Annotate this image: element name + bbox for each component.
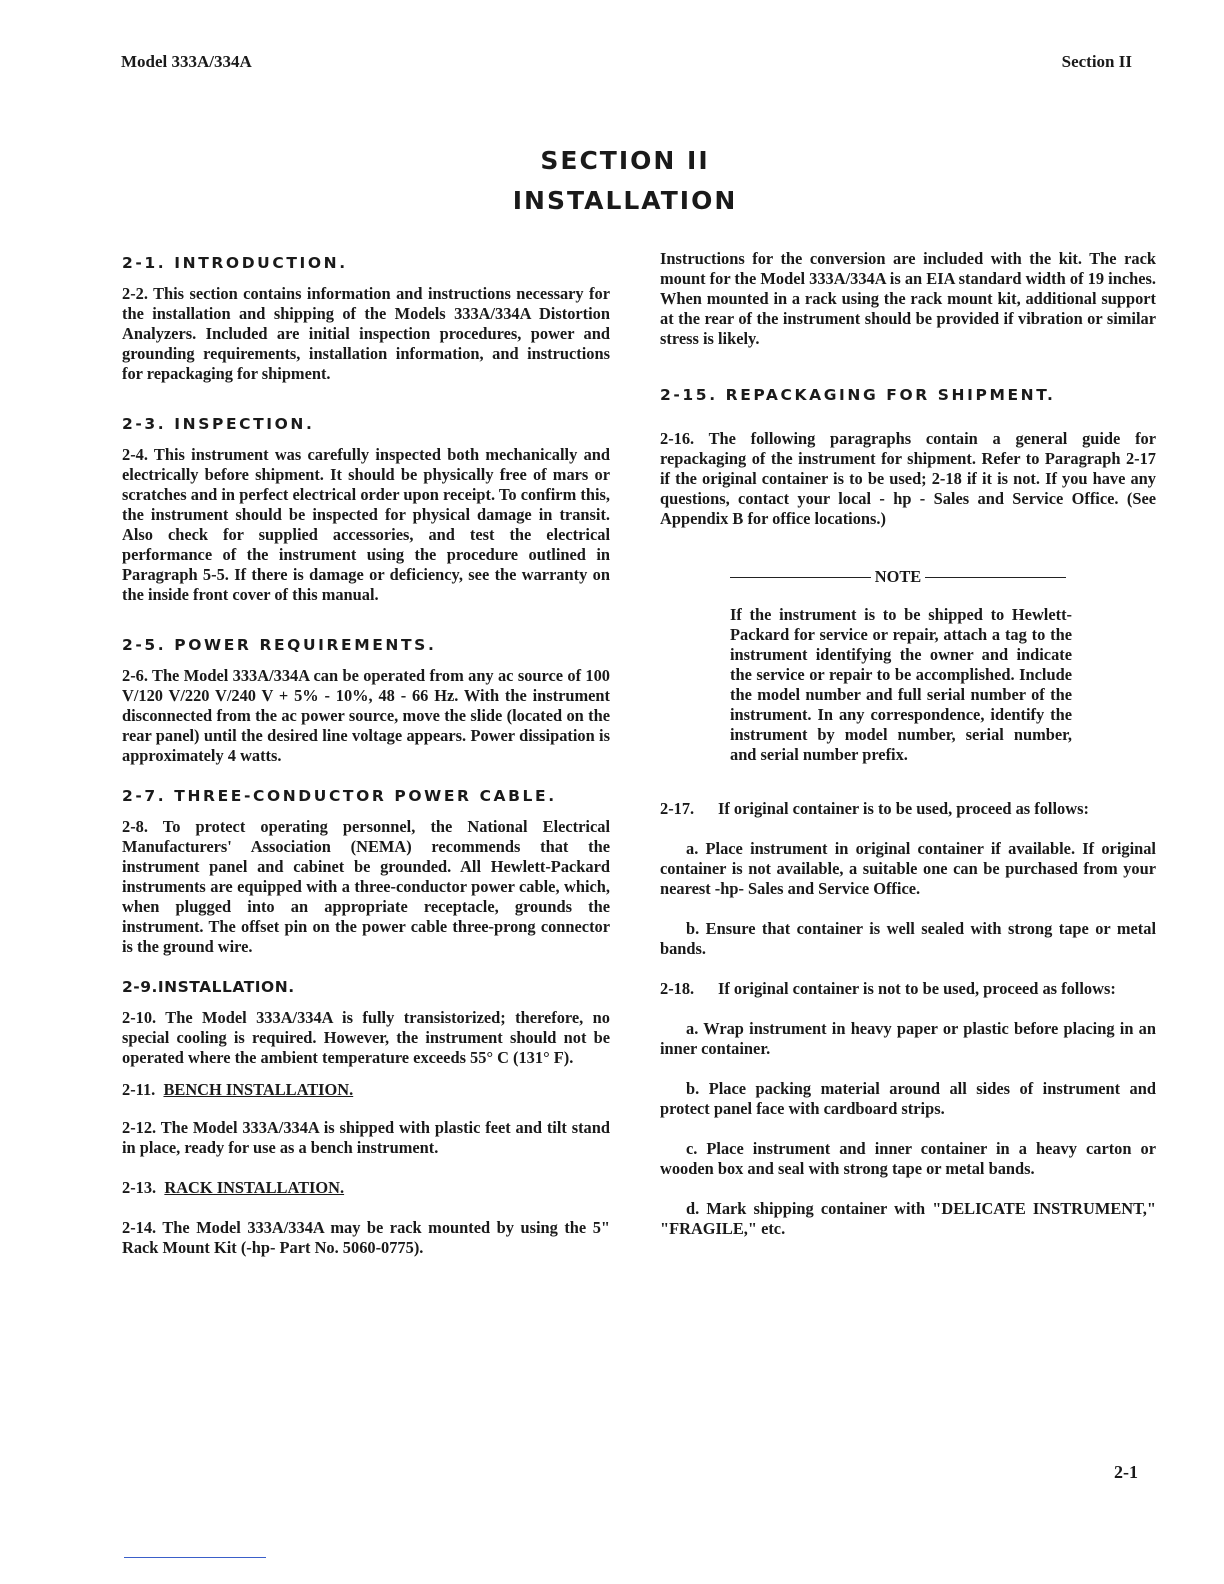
- note-rule-left: [730, 577, 871, 578]
- header-section: Section II: [1061, 52, 1132, 71]
- paragraph-2-2: 2-2. This section contains information and instructions necessary for the installation and shipping of the Models 333A/334A Distortion Analyzers. Included are initial inspection procedures, power and grounding requirements, installation information, and instructions for repackaging for shipment.: [122, 284, 610, 383]
- paragraph-2-14-continued: Instructions for the conversion are included with the kit. The rack mount for the Model 333A/334A is an EIA standard width of 19 inches. When mounted in a rack using the rack mount kit, additional support at the rear of the instrument should be provided if vibration or similar stress is likely.: [660, 249, 1156, 348]
- header-model: Model 333A/334A: [121, 52, 252, 71]
- paragraph-2-18-b: b. Place packing material around all sides of instrument and protect panel face with cardboard strips.: [660, 1079, 1156, 1118]
- paragraph-2-18-number: 2-18.: [660, 979, 695, 998]
- note-label: NOTE: [874, 567, 922, 586]
- paragraph-2-18: [660, 979, 1156, 999]
- heading-rack-installation: [122, 1178, 610, 1198]
- paragraph-2-17-number: 2-17.: [660, 799, 695, 818]
- note-heading: [730, 567, 1066, 587]
- heading-bench-text: BENCH INSTALLATION.: [163, 1080, 354, 1099]
- paragraph-2-8: 2-8. To protect operating personnel, the National Electrical Manufacturers' Association (NEMA) recommends that the instrument panel and cabinet be grounded. All Hewlett-Packard instruments are equipped with a three-conductor power cable, which, when plugged into an appropriate receptacle, grounds the instrument. The offset pin on the power cable three-prong connector is the ground wire.: [122, 817, 610, 956]
- paragraph-2-17-text: If original container is to be used, proceed as follows:: [718, 799, 1089, 818]
- heading-power-requirements: 2-5. POWER REQUIREMENTS.: [122, 636, 437, 654]
- heading-bench-installation: [122, 1080, 610, 1100]
- paragraph-2-12: 2-12. The Model 333A/334A is shipped with plastic feet and tilt stand in place, ready for use as a bench instrument.: [122, 1118, 610, 1157]
- paragraph-2-17-a: a. Place instrument in original container if available. If original container is not available, a suitable one can be purchased from your nearest -hp- Sales and Service Office.: [660, 839, 1156, 898]
- paragraph-2-10: 2-10. The Model 333A/334A is fully transistorized; therefore, no special cooling is required. However, the instrument should not be operated where the ambient temperature exceeds 55° C (131° F).: [122, 1008, 610, 1067]
- heading-rack-number: 2-13.: [122, 1178, 157, 1197]
- note-text: If the instrument is to be shipped to Hewlett-Packard for service or repair, attach a tag to the instrument identifying the owner and indicate the service or repair to be accomplished. Include the model number and full serial number of the instrument. In any correspondence, identify the instrument by model number, serial number, and serial number prefix.: [730, 605, 1072, 764]
- heading-repackaging: 2-15. REPACKAGING FOR SHIPMENT.: [660, 386, 1056, 404]
- right-column: [660, 249, 1156, 1239]
- paragraph-2-18-text: If original container is not to be used, proceed as follows:: [718, 979, 1116, 998]
- left-column: [122, 253, 610, 1258]
- paragraph-2-18-a: a. Wrap instrument in heavy paper or plastic before placing in an inner container.: [660, 1019, 1156, 1058]
- heading-power-cable: 2-7. THREE-CONDUCTOR POWER CABLE.: [122, 787, 557, 805]
- note-rule-right: [925, 577, 1066, 578]
- footer-divider: [124, 1557, 266, 1558]
- section-subtitle: INSTALLATION: [512, 186, 738, 215]
- heading-introduction: 2-1. INTRODUCTION.: [122, 254, 348, 272]
- paragraph-2-18-c: c. Place instrument and inner container in a heavy carton or wooden box and seal with strong tape or metal bands.: [660, 1139, 1156, 1178]
- paragraph-2-14: 2-14. The Model 333A/334A may be rack mounted by using the 5" Rack Mount Kit (-hp- Part No. 5060-0775).: [122, 1218, 610, 1257]
- page-number: 2-1: [1114, 1462, 1138, 1482]
- paragraph-2-16: 2-16. The following paragraphs contain a general guide for repackaging of the instrument for shipment. Refer to Paragraph 2-17 if the original container is to be used; 2-18 if it is not. If you have any questions, contact your local - hp - Sales and Service Office. (See Appendix B for office locations.): [660, 429, 1156, 528]
- paragraph-2-17: [660, 799, 1156, 819]
- paragraph-2-18-d: d. Mark shipping container with "DELICATE INSTRUMENT," "FRAGILE," etc.: [660, 1199, 1156, 1238]
- heading-rack-text: RACK INSTALLATION.: [164, 1178, 345, 1197]
- heading-inspection: 2-3. INSPECTION.: [122, 415, 315, 433]
- heading-installation: 2-9.INSTALLATION.: [122, 978, 295, 996]
- paragraph-2-6: 2-6. The Model 333A/334A can be operated from any ac source of 100 V/120 V/220 V/240 V + 5% - 10%, 48 - 66 Hz. With the instrument disconnected from the ac power source, move the slide (located on the rear panel) until the desired line voltage appears. Power dissipation is approximately 4 watts.: [122, 666, 610, 765]
- section-title: SECTION II: [540, 146, 710, 175]
- heading-bench-number: 2-11.: [122, 1080, 156, 1099]
- paragraph-2-17-b: b. Ensure that container is well sealed with strong tape or metal bands.: [660, 919, 1156, 958]
- paragraph-2-4: 2-4. This instrument was carefully inspected both mechanically and electrically before shipment. It should be physically free of mars or scratches and in perfect electrical order upon receipt. To confirm this, the instrument should be inspected for physical damage in transit. Also check for supplied accessories, and test the electrical performance of the instrument using the procedure outlined in Paragraph 5-5. If there is damage or deficiency, see the warranty on the inside front cover of this manual.: [122, 445, 610, 604]
